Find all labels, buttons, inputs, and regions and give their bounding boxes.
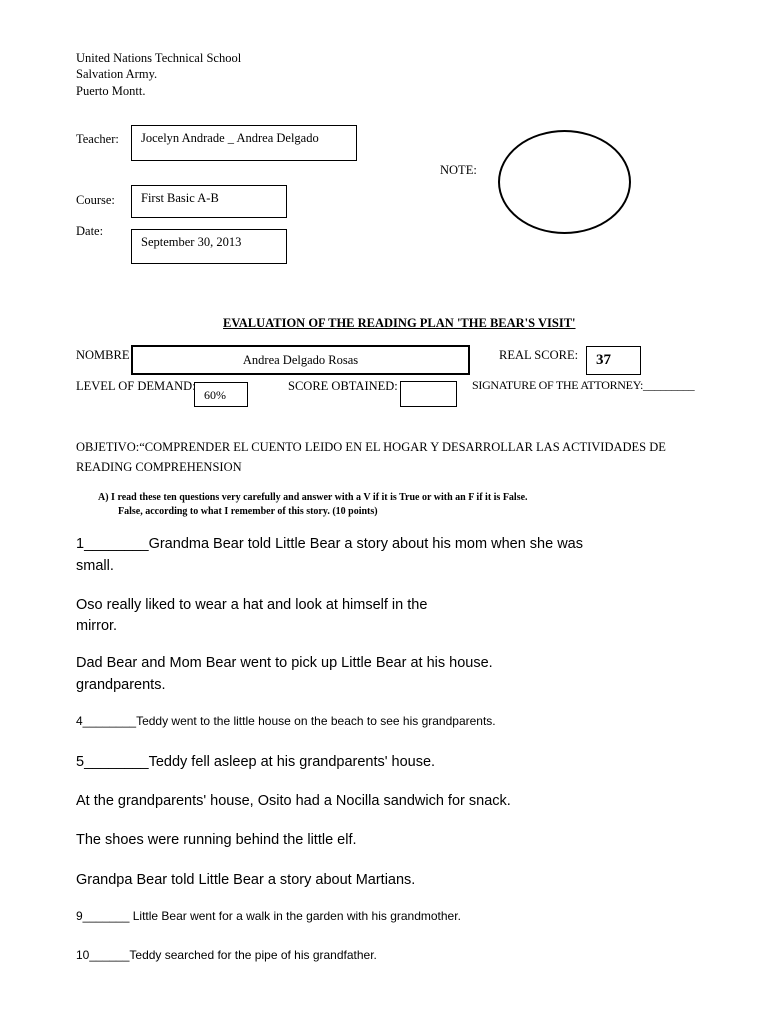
question-3-line-1: Dad Bear and Mom Bear went to pick up Little Bear at his house.	[76, 655, 493, 671]
course-value: First Basic A-B	[141, 191, 219, 205]
question-9: 9_______ Little Bear went for a walk in the garden with his grandmother.	[76, 909, 461, 923]
school-line-2: Salvation Army.	[76, 67, 158, 81]
student-name-field	[131, 345, 470, 375]
date-field	[131, 229, 287, 264]
teacher-value: Jocelyn Andrade _ Andrea Delgado	[141, 131, 319, 145]
question-6: At the grandparents' house, Osito had a Nocilla sandwich for snack.	[76, 793, 511, 809]
date-label: Date:	[76, 224, 104, 238]
question-7: The shoes were running behind the little elf.	[76, 832, 357, 848]
question-1-line-1: 1________Grandma Bear told Little Bear a story about his mom when she was	[76, 536, 583, 552]
signature-label: SIGNATURE OF THE ATTORNEY:_________	[472, 378, 695, 392]
question-4: 4________Teddy went to the little house on the beach to see his grandparents.	[76, 714, 496, 728]
school-name: United Nations Technical School	[76, 51, 242, 65]
note-label: NOTE:	[440, 163, 477, 177]
teacher-label: Teacher:	[76, 132, 119, 146]
question-1-line-2: small.	[76, 558, 114, 574]
real-score-field	[586, 346, 641, 375]
course-label: Course:	[76, 193, 115, 207]
level-of-demand-value: 60%	[204, 388, 226, 402]
objective-line-1: OBJETIVO:“COMPRENDER EL CUENTO LEIDO EN EL HOGAR Y DESARROLLAR LAS ACTIVIDADES DE	[76, 440, 666, 454]
score-obtained-field	[400, 381, 457, 407]
question-5: 5________Teddy fell asleep at his grandparents' house.	[76, 754, 436, 770]
course-field	[131, 185, 287, 218]
score-obtained-label: SCORE OBTAINED:	[288, 379, 398, 393]
real-score-value: 37	[596, 352, 611, 368]
instructions-line-2: False, according to what I remember of this story. (10 points)	[118, 506, 378, 517]
teacher-field	[131, 125, 357, 161]
level-of-demand-field	[194, 382, 248, 407]
real-score-label: REAL SCORE:	[499, 348, 579, 362]
question-8: Grandpa Bear told Little Bear a story about Martians.	[76, 872, 416, 888]
evaluation-title: EVALUATION OF THE READING PLAN 'THE BEAR'S VISIT'	[223, 316, 576, 330]
student-name-label: NOMBRE	[76, 348, 130, 362]
objective-line-2: READING COMPREHENSION	[76, 460, 242, 474]
question-3-line-2: grandparents.	[76, 677, 166, 693]
question-10: 10______Teddy searched for the pipe of his grandfather.	[76, 948, 377, 962]
level-of-demand-label: LEVEL OF DEMAND:	[76, 379, 196, 393]
date-value: September 30, 2013	[141, 235, 242, 249]
instructions-line-1: A) I read these ten questions very carefully and answer with a V if it is True or with an F if it is False.	[98, 492, 528, 503]
grade-circle	[498, 130, 631, 234]
question-2-line-1: Oso really liked to wear a hat and look at himself in the	[76, 597, 428, 613]
student-name-value: Andrea Delgado Rosas	[242, 353, 359, 367]
question-2-line-2: mirror.	[76, 618, 118, 634]
school-city: Puerto Montt.	[76, 84, 146, 98]
